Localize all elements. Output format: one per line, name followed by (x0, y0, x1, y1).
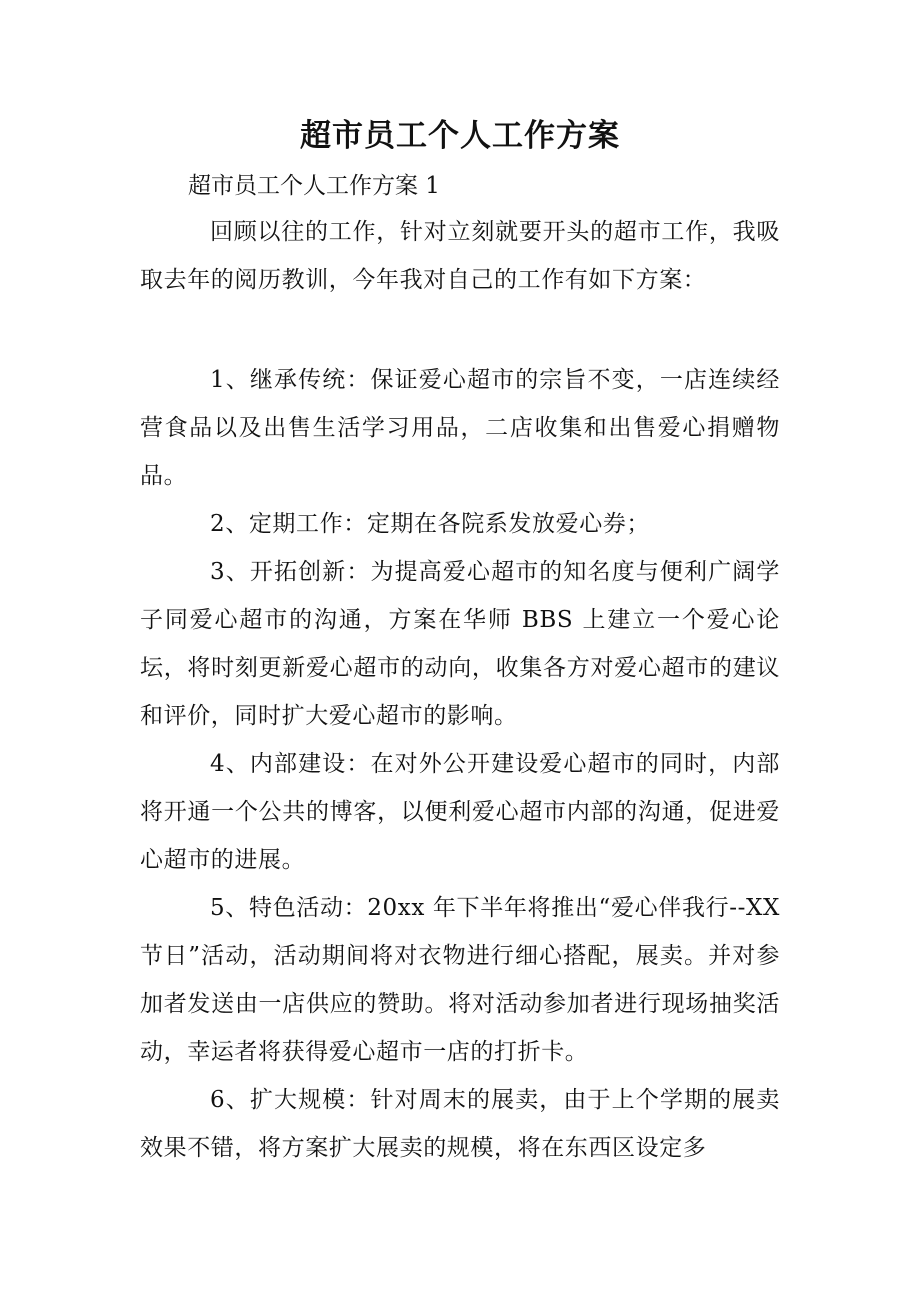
paragraph-item-3: 3、开拓创新：为提高爱心超市的知名度与便利广阔学子同爱心超市的沟通，方案在华师 BBS 上建立一个爱心论坛，将时刻更新爱心超市的动向，收集各方对爱心超市的建议和评价，同时扩大爱心超市的影响。 (140, 559, 780, 729)
document-title: 超市员工个人工作方案 (300, 118, 620, 154)
paragraph-item-6: 6、扩大规模：针对周末的展卖，由于上个学期的展卖效果不错，将方案扩大展卖的规模，将在东西区设定多 (140, 1087, 780, 1161)
paragraph-intro: 回顾以往的工作，针对立刻就要开头的超市工作，我吸取去年的阅历教训，今年我对自己的工作有如下方案： (140, 219, 780, 293)
paragraph-item-4: 4、内部建设：在对外公开建设爱心超市的同时，内部将开通一个公共的博客，以便利爱心超市内部的沟通，促进爱心超市的进展。 (140, 751, 780, 873)
paragraph-item-5: 5、特色活动：20xx 年下半年将推出“爱心伴我行--XX 节日”活动，活动期间将对衣物进行细心搭配，展卖。并对参加者发送由一店供应的赞助。将对活动参加者进行现场抽奖活动，幸运者将获得爱心超市一店的打折卡。 (140, 895, 780, 1065)
paragraph-item-1: 1、继承传统：保证爱心超市的宗旨不变，一店连续经营食品以及出售生活学习用品，二店收集和出售爱心捐赠物品。 (140, 367, 780, 489)
document-subtitle: 超市员工个人工作方案 1 (188, 173, 440, 199)
paragraph-item-2: 2、定期工作：定期在各院系发放爱心券； (210, 511, 651, 537)
